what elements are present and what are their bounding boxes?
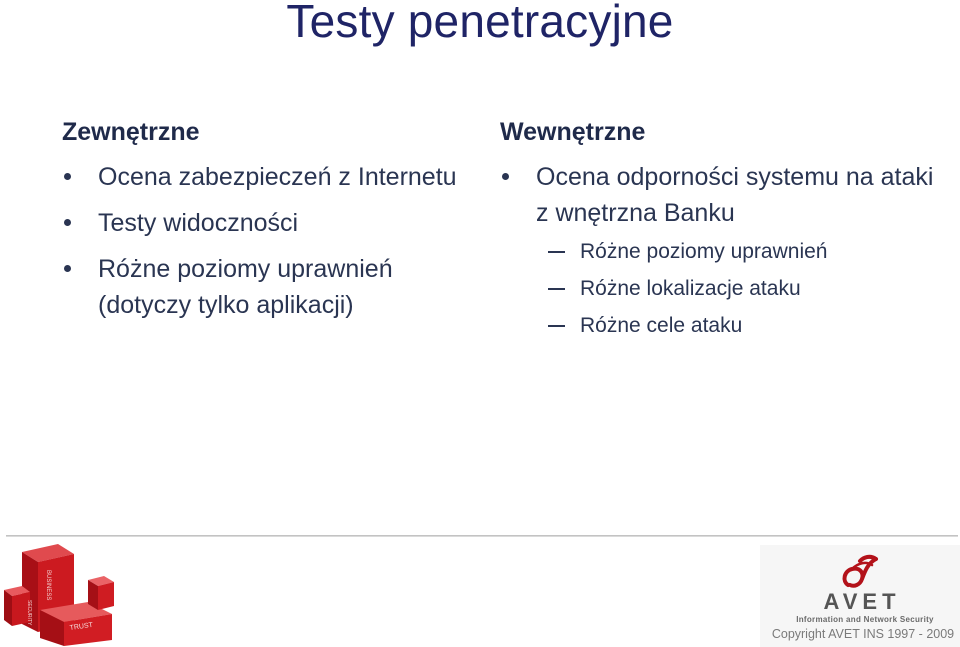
list-item-text: Różne poziomy uprawnień (dotyczy tylko aplikacji) bbox=[98, 255, 393, 319]
cube-label-trust: TRUST bbox=[69, 621, 94, 632]
bullet-icon bbox=[64, 265, 71, 272]
logo-name: AVET bbox=[823, 589, 901, 614]
sub-list-item bbox=[548, 307, 940, 344]
list-item bbox=[500, 159, 940, 231]
avet-mark-icon bbox=[838, 551, 884, 593]
dash-icon bbox=[548, 251, 565, 253]
sub-list-item-text: Różne lokalizacje ataku bbox=[580, 277, 801, 300]
slide-title: Testy penetracyjne bbox=[286, 0, 674, 47]
cube-label-business: BUSINESS bbox=[45, 570, 51, 601]
footer-divider bbox=[6, 535, 958, 537]
logo-tagline: Information and Network Security bbox=[796, 615, 934, 624]
external-heading: Zewnętrzne bbox=[62, 118, 200, 146]
list-item bbox=[62, 159, 462, 195]
sub-list-item bbox=[548, 270, 940, 307]
cube-label-security: SECURITY bbox=[26, 600, 32, 626]
copyright-text: Copyright AVET INS 1997 - 2009 bbox=[771, 627, 955, 641]
bullet-icon bbox=[64, 219, 71, 226]
external-list bbox=[62, 159, 462, 323]
external-column bbox=[62, 118, 462, 333]
internal-heading: Wewnętrzne bbox=[500, 118, 646, 146]
bullet-icon bbox=[64, 173, 71, 180]
list-item bbox=[62, 251, 462, 323]
sub-list-item bbox=[548, 233, 940, 270]
list-item-text: Testy widoczności bbox=[98, 209, 299, 237]
red-cubes-image bbox=[0, 540, 118, 647]
list-item-text: Ocena zabezpieczeń z Internetu bbox=[98, 163, 457, 191]
avet-logo bbox=[760, 545, 960, 647]
sub-list-item-text: Różne cele ataku bbox=[580, 314, 743, 337]
internal-sublist bbox=[548, 233, 940, 344]
dash-icon bbox=[548, 288, 565, 290]
sub-list-item-text: Różne poziomy uprawnień bbox=[580, 240, 828, 263]
internal-column bbox=[500, 118, 940, 344]
bullet-icon bbox=[502, 173, 509, 180]
dash-icon bbox=[548, 325, 565, 327]
list-item-text: Ocena odporności systemu na ataki z wnętrzna Banku bbox=[536, 163, 934, 227]
list-item bbox=[62, 205, 462, 241]
internal-list bbox=[500, 159, 940, 231]
